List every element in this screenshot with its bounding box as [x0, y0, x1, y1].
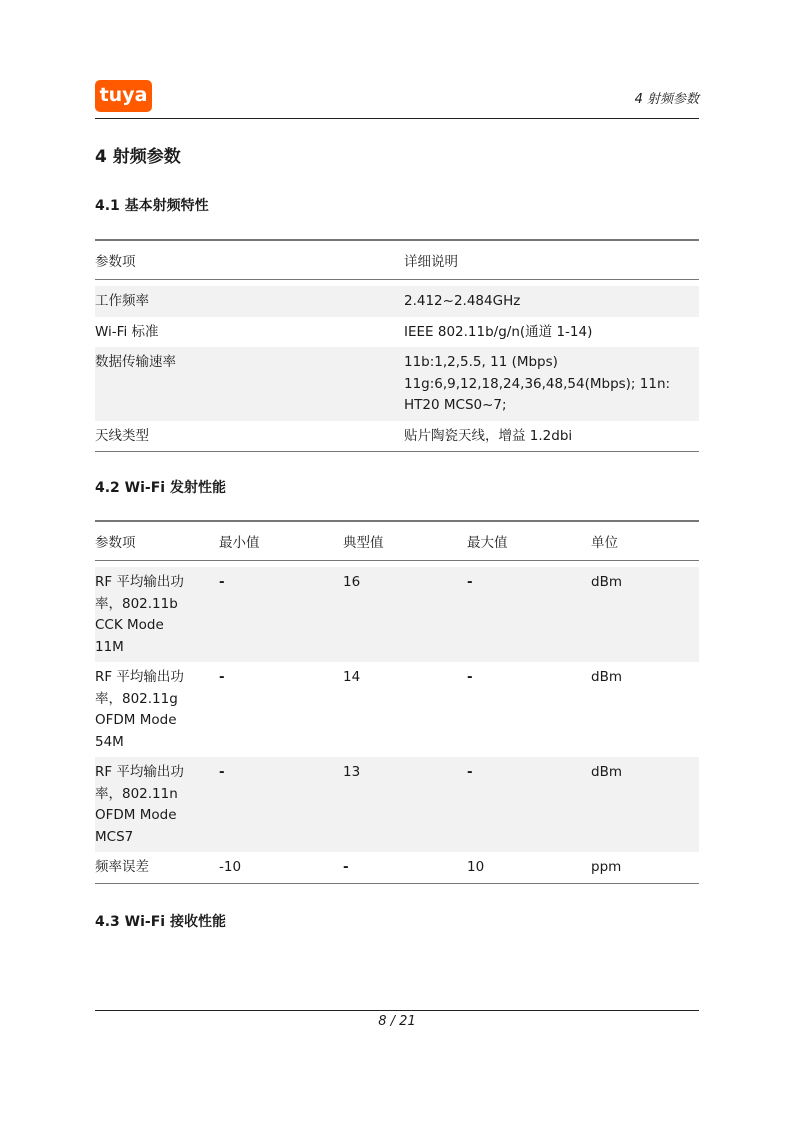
table-header-row: [95, 521, 699, 561]
cell-detail: 2.412~2.484GHz: [404, 286, 699, 317]
tuya-logo: tuya: [95, 80, 152, 112]
param-line: 54M: [95, 733, 124, 750]
param-line: RF 平均输出功: [95, 764, 184, 780]
heading-4-1: 4.1 基本射频特性: [95, 198, 209, 214]
table-row: [95, 567, 699, 662]
cell-detail: [404, 347, 699, 421]
param-line: RF 平均输出功: [95, 669, 184, 685]
cell-param: 工作频率: [95, 286, 404, 317]
table-row: [95, 317, 699, 348]
param-line: MCS7: [95, 828, 134, 845]
cell-typ: 16: [343, 567, 467, 662]
cell-param: Wi-Fi 标准: [95, 323, 159, 340]
cell-typ: -: [343, 859, 349, 875]
cell-param: [95, 852, 219, 883]
param-line: OFDM Mode: [95, 712, 177, 728]
cell-detail: 贴片陶瓷天线，增益 1.2dbi: [404, 427, 573, 444]
cell-unit: ppm: [591, 859, 622, 875]
header-section-label: 4 射频参数: [634, 92, 699, 107]
cell-typ: 14: [343, 669, 361, 685]
cell-param: [95, 757, 219, 852]
cell-param: 天线类型: [95, 427, 149, 444]
wifi-tx-table: [95, 520, 699, 884]
rf-basic-table: [95, 239, 699, 452]
cell-param: [95, 662, 219, 757]
detail-line: 11g:6,9,12,18,24,36,48,54(Mbps); 11n:: [404, 375, 671, 392]
param-line: 率，802.11g: [95, 690, 178, 707]
cell-min: -10: [219, 859, 242, 875]
column-header: 参数项: [95, 535, 136, 551]
page-footer: [95, 1010, 699, 1029]
param-line: RF 平均输出功: [95, 574, 184, 590]
detail-line: HT20 MCS0~7;: [404, 397, 507, 413]
param-line: OFDM Mode: [95, 807, 177, 823]
param-line: 频率误差: [95, 859, 149, 875]
page-header: [95, 78, 699, 119]
table-row: [95, 421, 699, 452]
cell-max: -: [467, 567, 591, 662]
param-line: 率，802.11n: [95, 785, 178, 802]
table-row: [95, 347, 699, 421]
table-row: [95, 757, 699, 852]
cell-min: -: [219, 757, 343, 852]
cell-param: 数据传输速率: [95, 347, 404, 421]
cell-unit: dBm: [591, 757, 699, 852]
cell-param: [95, 567, 219, 662]
column-header: 典型值: [343, 535, 384, 551]
cell-unit: dBm: [591, 567, 699, 662]
param-line: CCK Mode: [95, 617, 164, 633]
heading-4-2: 4.2 Wi-Fi 发射性能: [95, 480, 226, 496]
page-number: 8 / 21: [378, 1014, 416, 1029]
cell-min: -: [219, 669, 225, 685]
column-header: 单位: [591, 535, 618, 551]
cell-typ: 13: [343, 757, 467, 852]
cell-max: -: [467, 757, 591, 852]
table-row: [95, 286, 699, 317]
column-header: 详细说明: [404, 254, 458, 270]
cell-detail: IEEE 802.11b/g/n(通道 1-14): [404, 323, 593, 340]
table-row: [95, 852, 699, 883]
detail-line: 11b:1,2,5.5, 11 (Mbps): [404, 354, 558, 370]
section-title: 4 射频参数: [95, 147, 181, 167]
table-header-row: [95, 240, 699, 280]
param-line: 11M: [95, 638, 124, 655]
cell-max: 10: [467, 859, 485, 875]
cell-max: -: [467, 669, 473, 685]
column-header: 参数项: [95, 254, 136, 270]
column-header: 最大值: [467, 535, 508, 551]
column-header: 最小值: [219, 535, 260, 551]
cell-unit: dBm: [591, 669, 622, 685]
param-line: 率，802.11b: [95, 595, 178, 612]
table-row: [95, 662, 699, 757]
heading-4-3: 4.3 Wi-Fi 接收性能: [95, 914, 226, 930]
cell-min: -: [219, 567, 343, 662]
